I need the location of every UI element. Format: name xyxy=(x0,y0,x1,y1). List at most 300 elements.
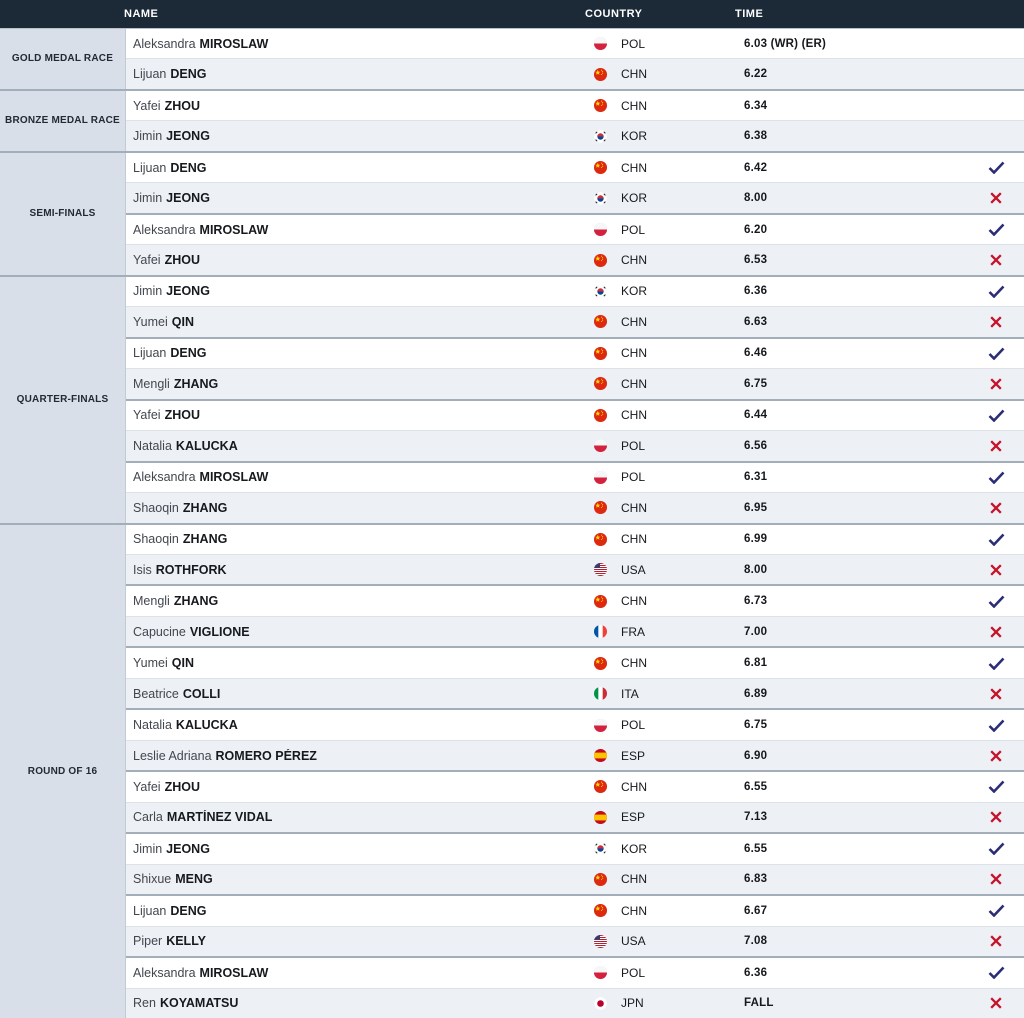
athlete-first-name: Lijuan xyxy=(133,903,167,918)
athlete-last-name: MIROSLAW xyxy=(199,222,269,237)
athlete-name xyxy=(126,470,594,484)
win-check-icon xyxy=(968,409,1024,422)
flag-kor-icon xyxy=(594,130,607,143)
athlete-row xyxy=(126,802,1024,832)
athlete-time: 7.13 xyxy=(744,811,768,824)
loss-x-icon xyxy=(968,378,1024,390)
round-section xyxy=(0,151,1024,275)
athlete-last-name: ZHANG xyxy=(173,376,219,391)
athlete-last-name: ZHOU xyxy=(164,98,200,113)
athlete-last-name: VIGLIONE xyxy=(189,624,250,639)
loss-x-icon xyxy=(968,502,1024,514)
athlete-country xyxy=(594,129,744,143)
country-code: JPN xyxy=(621,996,644,1011)
athlete-name xyxy=(126,408,594,422)
athlete-time: 7.08 xyxy=(744,935,768,948)
athlete-country xyxy=(594,934,744,948)
athlete-time: 6.34 xyxy=(744,99,768,112)
flag-jpn-icon xyxy=(594,997,607,1010)
country-code: CHN xyxy=(621,594,647,609)
loss-x-icon xyxy=(968,935,1024,947)
flag-fra-icon xyxy=(594,625,607,638)
athlete-name xyxy=(126,253,594,267)
athlete-time: 6.90 xyxy=(744,749,768,762)
athlete-last-name: ROMERO PÉREZ xyxy=(215,748,317,763)
athlete-name xyxy=(126,625,594,639)
athlete-first-name: Aleksandra xyxy=(133,470,196,485)
athlete-row xyxy=(126,525,1024,554)
athlete-last-name: ROTHFORK xyxy=(155,562,227,577)
athlete-row xyxy=(126,337,1024,368)
country-code: CHN xyxy=(621,376,647,391)
round-rows xyxy=(126,277,1024,523)
win-check-icon xyxy=(968,657,1024,670)
athlete-name xyxy=(126,377,594,391)
athlete-row xyxy=(126,91,1024,120)
athlete-last-name: DENG xyxy=(170,160,207,175)
athlete-row xyxy=(126,678,1024,708)
athlete-name xyxy=(126,872,594,886)
country-code: CHN xyxy=(621,779,647,794)
athlete-first-name: Aleksandra xyxy=(133,965,196,980)
athlete-country xyxy=(594,253,744,267)
athlete-last-name: ZHANG xyxy=(173,594,219,609)
country-code: KOR xyxy=(621,284,648,299)
athlete-name xyxy=(126,687,594,701)
flag-pol-icon xyxy=(594,966,607,979)
athlete-time: 6.81 xyxy=(744,657,768,670)
athlete-last-name: KALUCKA xyxy=(175,438,238,453)
win-check-icon xyxy=(968,161,1024,174)
athlete-row xyxy=(126,956,1024,987)
athlete-first-name: Yafei xyxy=(133,779,161,794)
column-header-name: NAME xyxy=(124,8,159,20)
athlete-name xyxy=(126,439,594,453)
athlete-row xyxy=(126,244,1024,274)
win-check-icon xyxy=(968,347,1024,360)
athlete-first-name: Piper xyxy=(133,934,163,949)
athlete-name xyxy=(126,934,594,948)
flag-chn-icon xyxy=(594,68,607,81)
loss-x-icon xyxy=(968,811,1024,823)
athlete-time: 6.31 xyxy=(744,471,768,484)
country-code: KOR xyxy=(621,191,648,206)
country-code: POL xyxy=(621,718,646,733)
athlete-row xyxy=(126,988,1024,1018)
athlete-country xyxy=(594,687,744,701)
athlete-time: 6.46 xyxy=(744,347,768,360)
win-check-icon xyxy=(968,904,1024,917)
athlete-time: 8.00 xyxy=(744,192,768,205)
round-rows xyxy=(126,153,1024,275)
flag-kor-icon xyxy=(594,842,607,855)
athlete-first-name: Jimin xyxy=(133,191,163,206)
flag-pol-icon xyxy=(594,37,607,50)
athlete-country xyxy=(594,99,744,113)
flag-chn-icon xyxy=(594,409,607,422)
country-code: CHN xyxy=(621,872,647,887)
athlete-country xyxy=(594,439,744,453)
athlete-time: 6.75 xyxy=(744,719,768,732)
athlete-country xyxy=(594,408,744,422)
athlete-last-name: QIN xyxy=(171,656,194,671)
flag-chn-icon xyxy=(594,780,607,793)
athlete-row xyxy=(126,832,1024,863)
country-code: KOR xyxy=(621,129,648,144)
flag-pol-icon xyxy=(594,439,607,452)
athlete-time: 6.36 xyxy=(744,966,768,979)
athlete-first-name: Natalia xyxy=(133,438,172,453)
athlete-first-name: Lijuan xyxy=(133,160,167,175)
athlete-time: 6.55 xyxy=(744,780,768,793)
round-label: BRONZE MEDAL RACE xyxy=(0,91,126,151)
round-rows xyxy=(126,29,1024,89)
athlete-first-name: Yafei xyxy=(133,408,161,423)
win-check-icon xyxy=(968,719,1024,732)
athlete-row xyxy=(126,29,1024,58)
athlete-row xyxy=(126,646,1024,677)
athlete-country xyxy=(594,625,744,639)
athlete-country xyxy=(594,470,744,484)
flag-chn-icon xyxy=(594,377,607,390)
country-code: CHN xyxy=(621,656,647,671)
flag-ita-icon xyxy=(594,687,607,700)
athlete-time: 6.67 xyxy=(744,904,768,917)
athlete-row xyxy=(126,277,1024,306)
athlete-row xyxy=(126,926,1024,956)
athlete-last-name: JEONG xyxy=(166,841,210,856)
athlete-last-name: ZHOU xyxy=(164,408,200,423)
athlete-last-name: ZHOU xyxy=(164,253,200,268)
flag-chn-icon xyxy=(594,595,607,608)
athlete-first-name: Ren xyxy=(133,996,156,1011)
athlete-last-name: MENG xyxy=(175,872,213,887)
athlete-country xyxy=(594,842,744,856)
round-rows xyxy=(126,525,1024,1018)
country-code: CHN xyxy=(621,903,647,918)
loss-x-icon xyxy=(968,564,1024,576)
athlete-row xyxy=(126,554,1024,584)
country-code: CHN xyxy=(621,253,647,268)
flag-esp-icon xyxy=(594,811,607,824)
athlete-row xyxy=(126,399,1024,430)
athlete-country xyxy=(594,223,744,237)
athlete-name xyxy=(126,161,594,175)
athlete-first-name: Shaoqin xyxy=(133,532,179,547)
athlete-first-name: Yumei xyxy=(133,314,168,329)
athlete-time: 7.00 xyxy=(744,625,768,638)
country-code: CHN xyxy=(621,532,647,547)
athlete-country xyxy=(594,872,744,886)
athlete-row xyxy=(126,368,1024,398)
athlete-country xyxy=(594,718,744,732)
athlete-last-name: JEONG xyxy=(166,284,210,299)
athlete-name xyxy=(126,718,594,732)
loss-x-icon xyxy=(968,316,1024,328)
athlete-first-name: Aleksandra xyxy=(133,222,196,237)
athlete-name xyxy=(126,191,594,205)
athlete-row xyxy=(126,770,1024,801)
athlete-first-name: Carla xyxy=(133,810,163,825)
athlete-time: 6.42 xyxy=(744,161,768,174)
flag-chn-icon xyxy=(594,657,607,670)
country-code: CHN xyxy=(621,98,647,113)
athlete-time: 6.53 xyxy=(744,254,768,267)
athlete-row xyxy=(126,182,1024,212)
athlete-last-name: MIROSLAW xyxy=(199,965,269,980)
athlete-first-name: Yafei xyxy=(133,253,161,268)
win-check-icon xyxy=(968,595,1024,608)
athlete-row xyxy=(126,894,1024,925)
flag-chn-icon xyxy=(594,533,607,546)
round-section xyxy=(0,275,1024,523)
athlete-last-name: DENG xyxy=(170,346,207,361)
athlete-first-name: Leslie Adriana xyxy=(133,748,212,763)
athlete-last-name: QIN xyxy=(171,314,194,329)
round-label: GOLD MEDAL RACE xyxy=(0,29,126,89)
athlete-first-name: Mengli xyxy=(133,594,170,609)
athlete-last-name: COLLI xyxy=(182,686,221,701)
athlete-time: 6.95 xyxy=(744,501,768,514)
athlete-country xyxy=(594,810,744,824)
flag-kor-icon xyxy=(594,285,607,298)
athlete-name xyxy=(126,780,594,794)
athlete-first-name: Aleksandra xyxy=(133,36,196,51)
country-code: CHN xyxy=(621,67,647,82)
athlete-country xyxy=(594,904,744,918)
athlete-last-name: ZHANG xyxy=(182,532,228,547)
win-check-icon xyxy=(968,533,1024,546)
athlete-name xyxy=(126,563,594,577)
flag-chn-icon xyxy=(594,99,607,112)
athlete-time: 6.55 xyxy=(744,842,768,855)
athlete-row xyxy=(126,740,1024,770)
athlete-time: 6.89 xyxy=(744,687,768,700)
athlete-first-name: Yumei xyxy=(133,656,168,671)
athlete-name xyxy=(126,996,594,1010)
round-label: SEMI-FINALS xyxy=(0,153,126,275)
round-label: QUARTER-FINALS xyxy=(0,277,126,523)
win-check-icon xyxy=(968,966,1024,979)
athlete-country xyxy=(594,501,744,515)
athlete-country xyxy=(594,532,744,546)
athlete-country xyxy=(594,749,744,763)
athlete-name xyxy=(126,810,594,824)
country-code: CHN xyxy=(621,500,647,515)
athlete-country xyxy=(594,191,744,205)
country-code: USA xyxy=(621,934,646,949)
flag-chn-icon xyxy=(594,315,607,328)
athlete-row xyxy=(126,616,1024,646)
flag-esp-icon xyxy=(594,749,607,762)
athlete-row xyxy=(126,120,1024,150)
athlete-time: 6.56 xyxy=(744,439,768,452)
athlete-name xyxy=(126,223,594,237)
athlete-country xyxy=(594,284,744,298)
flag-kor-icon xyxy=(594,192,607,205)
athlete-last-name: DENG xyxy=(170,67,207,82)
loss-x-icon xyxy=(968,688,1024,700)
column-header-country: COUNTRY xyxy=(585,8,643,20)
athlete-first-name: Capucine xyxy=(133,624,186,639)
loss-x-icon xyxy=(968,192,1024,204)
athlete-time: 6.83 xyxy=(744,873,768,886)
loss-x-icon xyxy=(968,873,1024,885)
country-code: POL xyxy=(621,965,646,980)
athlete-first-name: Natalia xyxy=(133,718,172,733)
country-code: USA xyxy=(621,562,646,577)
flag-chn-icon xyxy=(594,347,607,360)
athlete-last-name: ZHANG xyxy=(182,500,228,515)
athlete-last-name: MIROSLAW xyxy=(199,470,269,485)
athlete-country xyxy=(594,780,744,794)
athlete-time: 6.75 xyxy=(744,377,768,390)
country-code: ESP xyxy=(621,810,646,825)
athlete-row xyxy=(126,58,1024,88)
table-body xyxy=(0,29,1024,1018)
athlete-country xyxy=(594,656,744,670)
flag-pol-icon xyxy=(594,471,607,484)
athlete-name xyxy=(126,594,594,608)
athlete-name xyxy=(126,656,594,670)
athlete-first-name: Beatrice xyxy=(133,686,179,701)
flag-pol-icon xyxy=(594,223,607,236)
athlete-first-name: Shaoqin xyxy=(133,500,179,515)
athlete-row xyxy=(126,430,1024,460)
athlete-last-name: KALUCKA xyxy=(175,718,238,733)
round-rows xyxy=(126,91,1024,151)
country-code: KOR xyxy=(621,841,648,856)
athlete-time: 6.22 xyxy=(744,68,768,81)
athlete-time: 6.20 xyxy=(744,223,768,236)
round-section xyxy=(0,89,1024,151)
country-code: ESP xyxy=(621,748,646,763)
flag-usa-icon xyxy=(594,563,607,576)
athlete-last-name: KELLY xyxy=(166,934,207,949)
athlete-name xyxy=(126,284,594,298)
flag-chn-icon xyxy=(594,904,607,917)
athlete-last-name: JEONG xyxy=(166,129,210,144)
win-check-icon xyxy=(968,780,1024,793)
athlete-row xyxy=(126,584,1024,615)
flag-pol-icon xyxy=(594,719,607,732)
athlete-name xyxy=(126,99,594,113)
loss-x-icon xyxy=(968,997,1024,1009)
athlete-name xyxy=(126,532,594,546)
table-header xyxy=(0,0,1024,29)
athlete-name xyxy=(126,315,594,329)
athlete-first-name: Lijuan xyxy=(133,67,167,82)
country-code: FRA xyxy=(621,624,645,639)
loss-x-icon xyxy=(968,750,1024,762)
country-code: CHN xyxy=(621,346,647,361)
athlete-time: 8.00 xyxy=(744,563,768,576)
athlete-last-name: ZHOU xyxy=(164,779,200,794)
athlete-country xyxy=(594,966,744,980)
athlete-time: 6.36 xyxy=(744,285,768,298)
country-code: POL xyxy=(621,438,646,453)
athlete-time: 6.73 xyxy=(744,595,768,608)
athlete-first-name: Jimin xyxy=(133,284,163,299)
athlete-name xyxy=(126,966,594,980)
flag-chn-icon xyxy=(594,501,607,514)
athlete-row xyxy=(126,708,1024,739)
flag-chn-icon xyxy=(594,873,607,886)
athlete-country xyxy=(594,346,744,360)
athlete-name xyxy=(126,67,594,81)
athlete-row xyxy=(126,461,1024,492)
athlete-last-name: JEONG xyxy=(166,191,210,206)
athlete-first-name: Mengli xyxy=(133,376,170,391)
athlete-name xyxy=(126,501,594,515)
country-code: CHN xyxy=(621,160,647,175)
athlete-country xyxy=(594,594,744,608)
athlete-country xyxy=(594,315,744,329)
athlete-country xyxy=(594,996,744,1010)
athlete-time: 6.03 (WR) (ER) xyxy=(744,37,827,50)
country-code: CHN xyxy=(621,408,647,423)
round-section xyxy=(0,523,1024,1018)
country-code: POL xyxy=(621,222,646,237)
athlete-country xyxy=(594,563,744,577)
country-code: POL xyxy=(621,470,646,485)
round-label: ROUND OF 16 xyxy=(0,525,126,1018)
loss-x-icon xyxy=(968,440,1024,452)
athlete-last-name: KOYAMATSU xyxy=(159,996,239,1011)
athlete-last-name: DENG xyxy=(170,903,207,918)
athlete-row xyxy=(126,213,1024,244)
flag-chn-icon xyxy=(594,161,607,174)
loss-x-icon xyxy=(968,626,1024,638)
athlete-time: 6.99 xyxy=(744,533,768,546)
win-check-icon xyxy=(968,223,1024,236)
athlete-name xyxy=(126,346,594,360)
athlete-name xyxy=(126,842,594,856)
athlete-time: 6.38 xyxy=(744,130,768,143)
country-code: POL xyxy=(621,36,646,51)
athlete-time: 6.63 xyxy=(744,315,768,328)
country-code: CHN xyxy=(621,314,647,329)
win-check-icon xyxy=(968,471,1024,484)
athlete-name xyxy=(126,904,594,918)
athlete-time: FALL xyxy=(744,997,774,1010)
country-code: ITA xyxy=(621,686,639,701)
athlete-first-name: Lijuan xyxy=(133,346,167,361)
athlete-first-name: Jimin xyxy=(133,129,163,144)
athlete-row xyxy=(126,306,1024,336)
column-header-time: TIME xyxy=(735,8,764,20)
athlete-time: 6.44 xyxy=(744,409,768,422)
athlete-row xyxy=(126,492,1024,522)
flag-chn-icon xyxy=(594,254,607,267)
athlete-first-name: Isis xyxy=(133,562,152,577)
athlete-first-name: Yafei xyxy=(133,98,161,113)
win-check-icon xyxy=(968,285,1024,298)
athlete-name xyxy=(126,37,594,51)
athlete-country xyxy=(594,161,744,175)
athlete-last-name: MARTÍNEZ VIDAL xyxy=(166,810,273,825)
athlete-row xyxy=(126,864,1024,894)
loss-x-icon xyxy=(968,254,1024,266)
athlete-last-name: MIROSLAW xyxy=(199,36,269,51)
athlete-first-name: Shixue xyxy=(133,872,172,887)
athlete-first-name: Jimin xyxy=(133,841,163,856)
athlete-country xyxy=(594,67,744,81)
flag-usa-icon xyxy=(594,935,607,948)
athlete-row xyxy=(126,153,1024,182)
round-section xyxy=(0,29,1024,89)
athlete-country xyxy=(594,377,744,391)
